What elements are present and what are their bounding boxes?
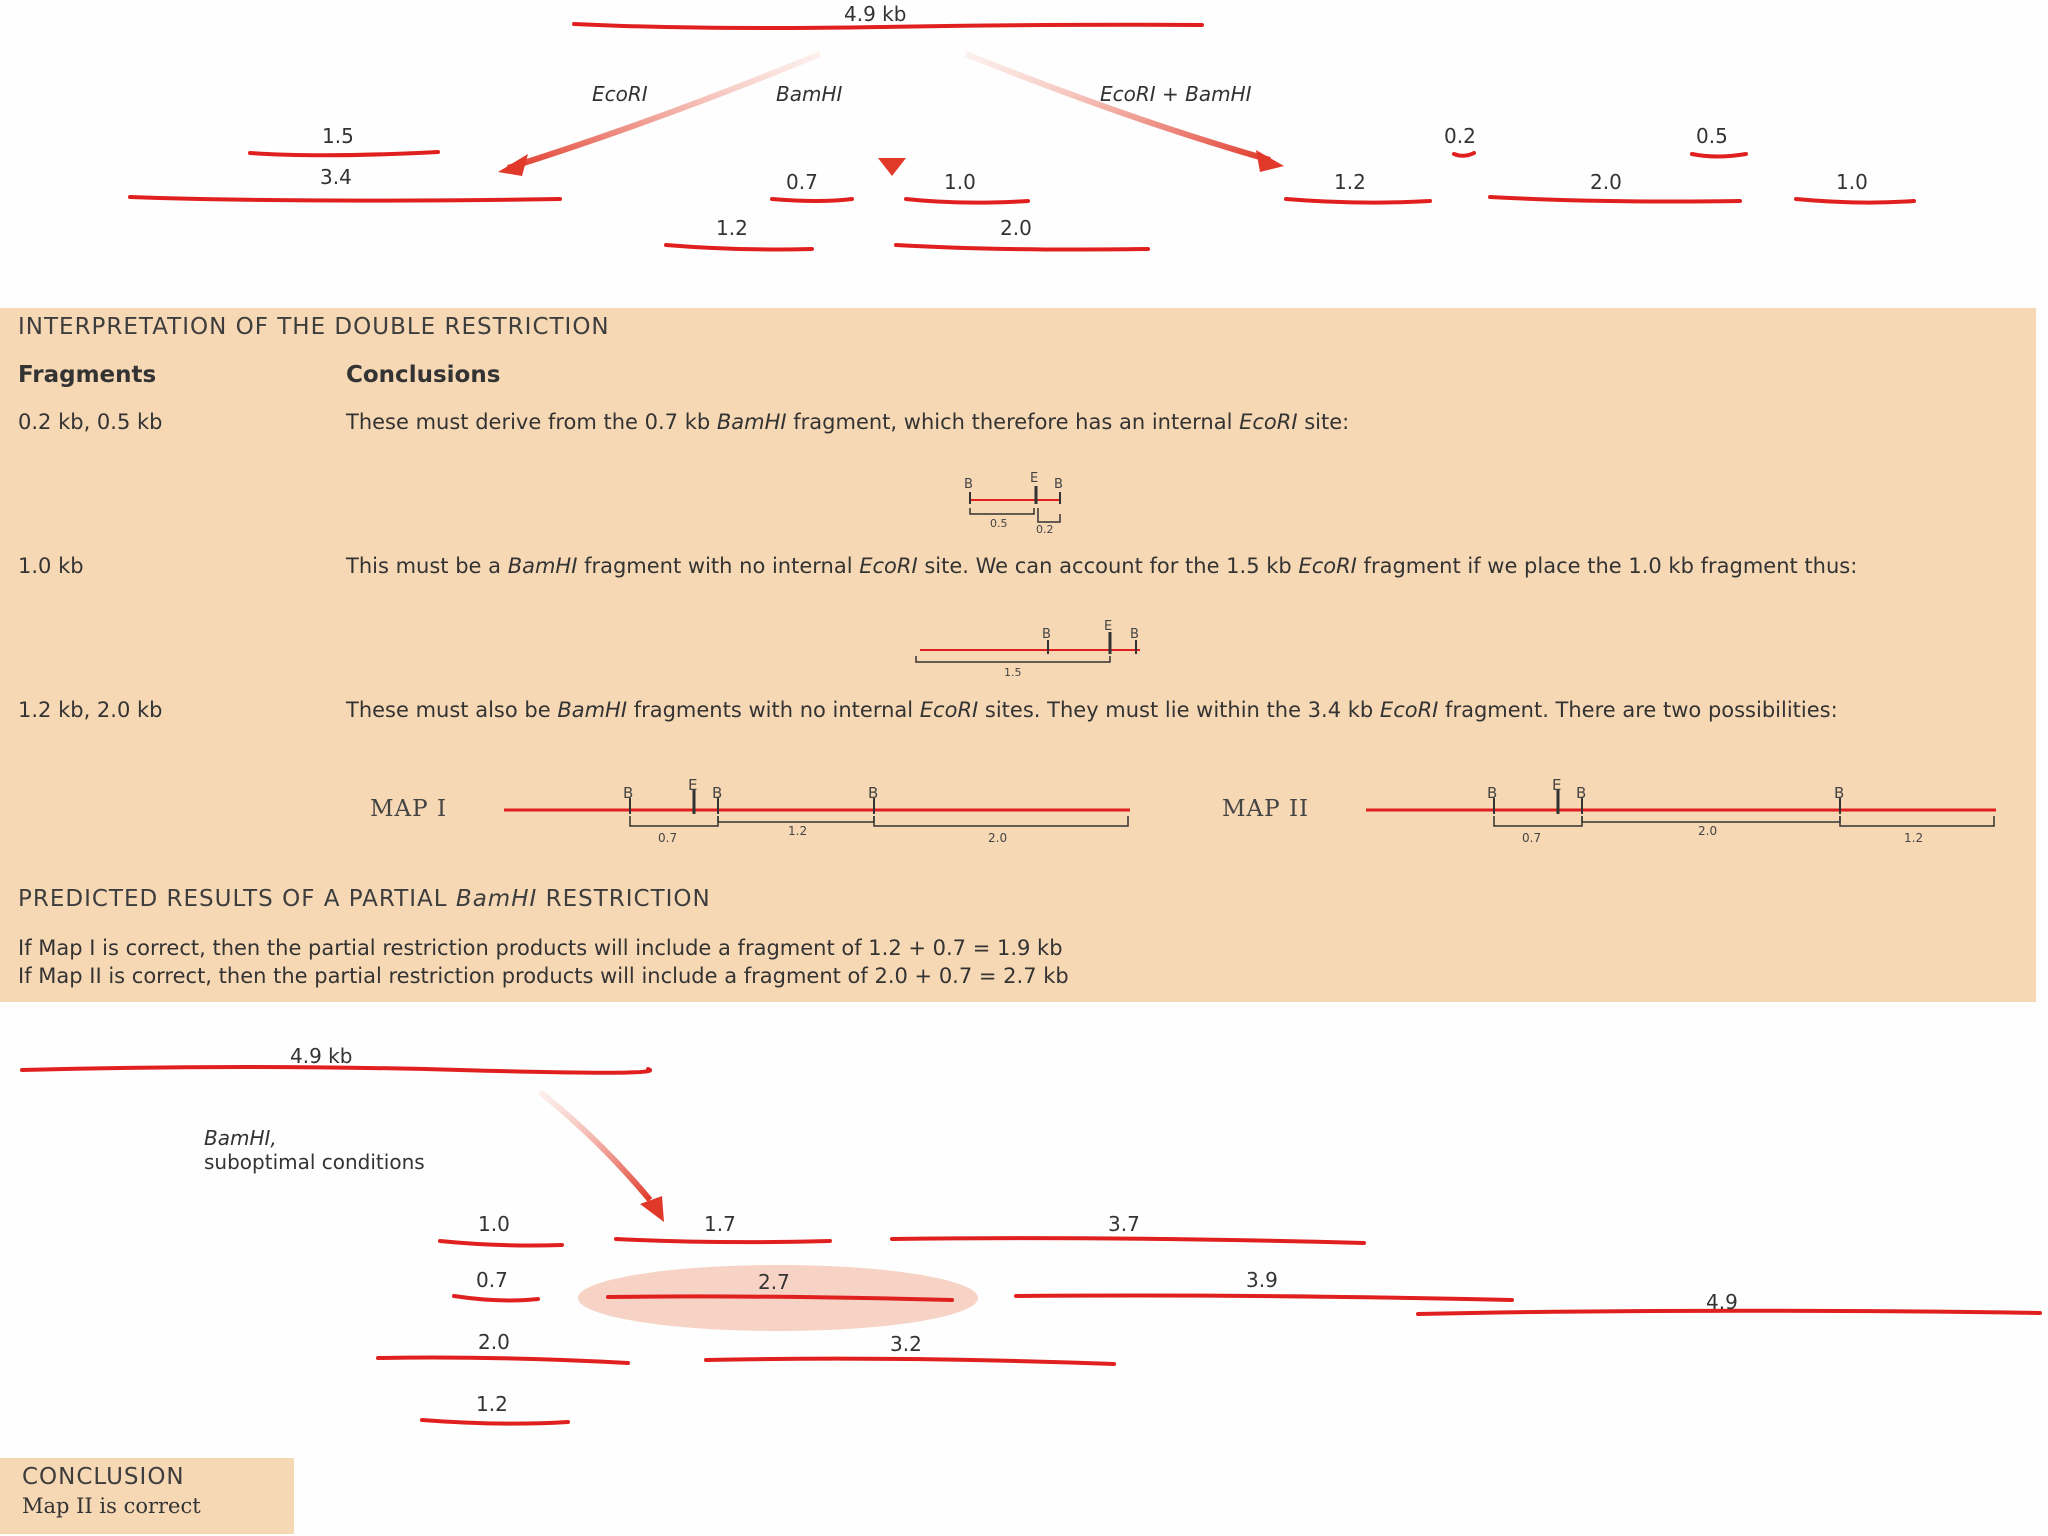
double-fragment-label: 0.5 [1696,124,1728,148]
enzyme-label-bamhi: BamHI [776,82,843,106]
map-1-label: MAP I [370,796,448,822]
fragment-line-double-2-0 [1490,197,1740,202]
fragment-line-partial-3-9 [1016,1296,1512,1301]
fragment-line-bamhi-1-2 [666,245,812,250]
map-1-site-e: E [688,776,698,794]
bamhi-fragment-label: 0.7 [786,170,818,194]
predicted-title: PREDICTED RESULTS OF A PARTIAL BamHI RESTRICTION [18,886,711,912]
fragment-line-double-1-0 [1796,199,1914,203]
map-1-seg-2-0: 2.0 [988,831,1008,845]
conclusion-text: Map II is correct [22,1494,201,1518]
row-fragments: 1.0 kb [18,554,84,578]
partial-condition-label: suboptimal conditions [204,1150,425,1174]
mini-map-2-seg-1-5: 1.5 [1004,666,1022,679]
fragment-line-partial-2-0 [378,1358,628,1363]
map-1-site-b3: B [868,784,879,802]
fragment-line-bamhi-1-0 [906,199,1028,203]
map-2-site-e: E [1552,776,1562,794]
map-2-site-b1: B [1487,784,1498,802]
partial-fragment-label: 1.7 [704,1212,736,1236]
fragment-line-partial-1-0 [440,1241,562,1246]
map-1-seg-0-7: 0.7 [658,831,678,845]
mini-map-1-site-b1: B [964,477,973,492]
map-1-site-b1: B [623,784,634,802]
row-conclusion: These must derive from the 0.7 kb BamHI fragment, which therefore has an internal EcoRI site: [346,410,1350,434]
fragment-line-partial-3-7 [892,1238,1364,1243]
bamhi-fragment-label: 1.2 [716,216,748,240]
double-fragment-label: 0.2 [1444,124,1476,148]
row-fragments: 0.2 kb, 0.5 kb [18,410,163,434]
fragment-line-ecori-1-5 [250,152,438,155]
fragment-line-double-0-2 [1454,153,1474,156]
partial-fragment-label: 1.2 [476,1392,508,1416]
fragment-line-bamhi-0-7 [772,199,852,201]
arrowhead-partial [640,1196,664,1222]
double-fragment-label: 1.0 [1836,170,1868,194]
partial-fragment-label: 3.7 [1108,1212,1140,1236]
top-full-length-label: 4.9 kb [844,2,907,26]
map-2-seg-0-7: 0.7 [1522,831,1542,845]
fragments-column-header: Fragments [18,362,157,388]
fragment-line-partial-1-2 [422,1420,568,1424]
map-1-seg-1-2: 1.2 [788,824,808,838]
fragment-line-bamhi-2-0 [896,245,1148,250]
partial-full-length-label: 4.9 kb [290,1044,353,1068]
arrowhead-ecori [498,154,528,176]
enzyme-label-ecori: EcoRI [592,82,648,106]
fragment-line-partial-0-7 [454,1296,538,1300]
predicted-line-2: If Map II is correct, then the partial restriction products will include a fragment of 2.0 + 0.7 = 2.7 kb [18,964,1069,988]
arrowhead-double [1256,150,1284,172]
partial-fragment-label: 3.9 [1246,1268,1278,1292]
bamhi-fragment-label: 2.0 [1000,216,1032,240]
map-2-site-b3: B [1834,784,1845,802]
fragment-line-ecori-3-4 [130,197,560,201]
partial-fragment-label-highlighted: 2.7 [758,1270,790,1294]
ecori-fragment-label: 3.4 [320,165,352,189]
map-2-seg-1-2: 1.2 [1904,831,1924,845]
interpretation-title: INTERPRETATION OF THE DOUBLE RESTRICTION [18,314,610,340]
mini-map-1-site-e: E [1030,471,1039,486]
arrow-ecori [508,54,820,168]
fragment-line-double-1-2 [1286,199,1430,203]
map-2-site-b2: B [1576,784,1587,802]
mini-map-2-site-b1: B [1042,627,1051,642]
fragment-line-partial-1-7 [616,1239,830,1242]
mini-map-1-site-b2: B [1054,477,1063,492]
double-fragment-label: 1.2 [1334,170,1366,194]
partial-fragment-label: 1.0 [478,1212,510,1236]
arrow-double [966,54,1270,160]
partial-fragment-label: 0.7 [476,1268,508,1292]
ecori-fragment-label: 1.5 [322,124,354,148]
map-2-label: MAP II [1222,796,1310,822]
fragment-line-partial-3-2 [706,1359,1114,1364]
row-conclusion: This must be a BamHI fragment with no internal EcoRI site. We can account for the 1.5 kb EcoRI fragment if we place the 1.0 kb fragment thus: [346,554,1858,578]
mini-map-2-site-b2: B [1130,627,1139,642]
fragment-line-double-0-5 [1692,154,1746,157]
arrow-partial [540,1092,650,1200]
row-conclusion: These must also be BamHI fragments with no internal EcoRI sites. They must lie within the 3.4 kb EcoRI fragment. There are two possibilities: [346,698,1838,722]
arrowhead-bamhi [878,158,906,176]
predicted-line-1: If Map I is correct, then the partial restriction products will include a fragment of 1.2 + 0.7 = 1.9 kb [18,936,1063,960]
row-fragments: 1.2 kb, 2.0 kb [18,698,163,722]
partial-fragment-label: 3.2 [890,1332,922,1356]
enzyme-label-double: EcoRI + BamHI [1100,82,1252,106]
double-fragment-label: 2.0 [1590,170,1622,194]
mini-map-2-site-e: E [1104,619,1113,634]
conclusions-column-header: Conclusions [346,362,501,388]
partial-fragment-label: 4.9 [1706,1290,1738,1314]
bamhi-fragment-label: 1.0 [944,170,976,194]
partial-fragment-label: 2.0 [478,1330,510,1354]
map-1-site-b2: B [712,784,723,802]
conclusion-title: CONCLUSION [22,1464,185,1490]
partial-enzyme-label: BamHI, [204,1126,277,1150]
map-2-seg-2-0: 2.0 [1698,824,1718,838]
mini-map-1-seg-0-5: 0.5 [990,517,1008,530]
mini-map-1-seg-0-2: 0.2 [1036,523,1054,536]
